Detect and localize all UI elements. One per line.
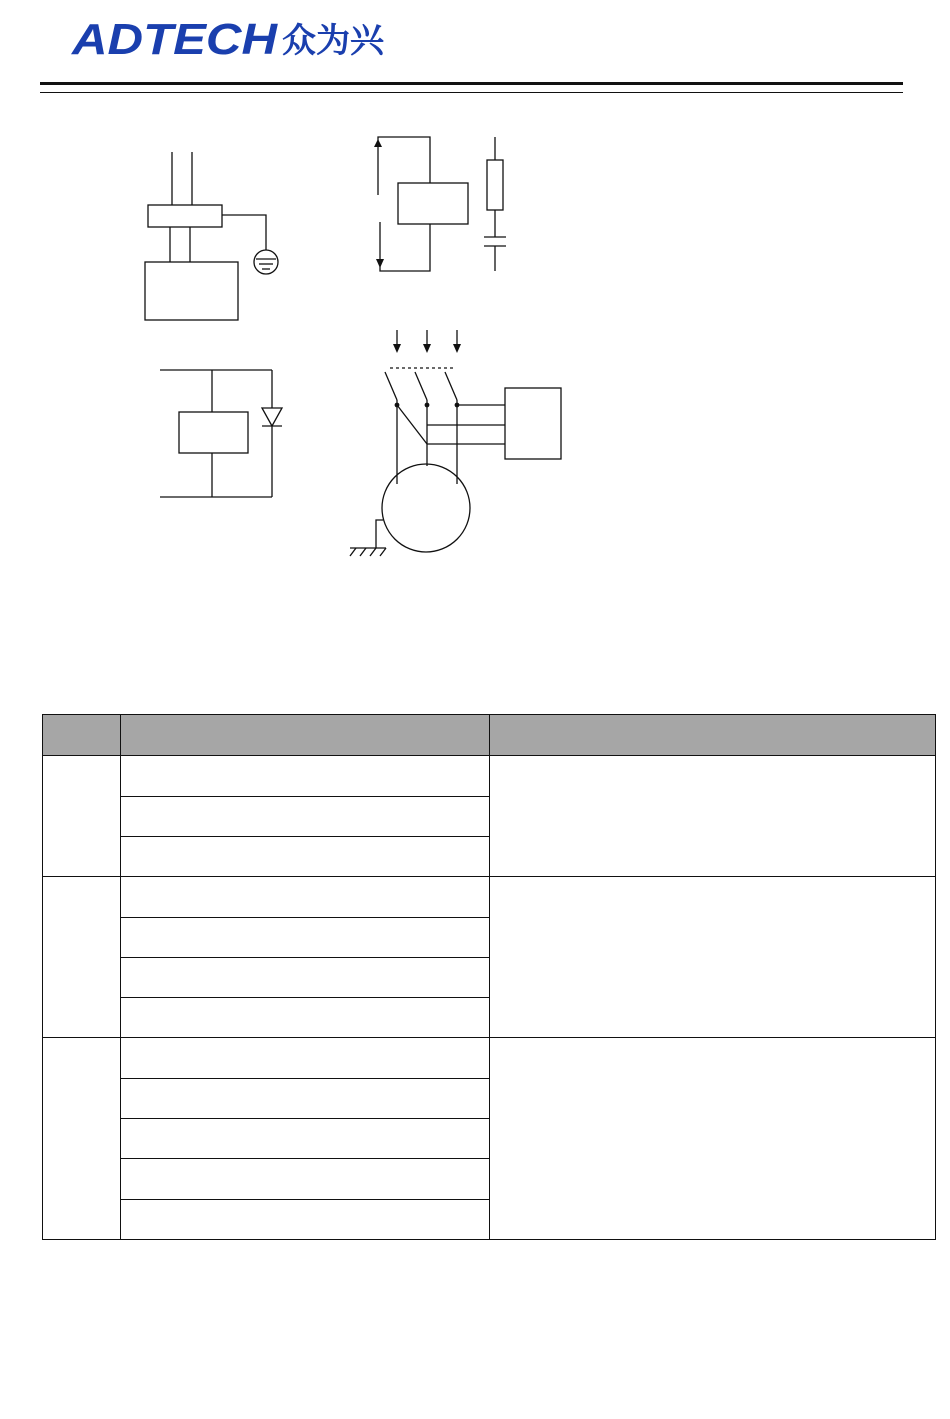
arrow-down-icon [393, 344, 401, 353]
resistor-icon [487, 160, 503, 210]
group-note-cell [490, 756, 936, 877]
table-cell [121, 756, 490, 796]
table-cell [121, 1199, 490, 1239]
table-cell [121, 1078, 490, 1118]
fig-1-6-caption: Fig. 1-6 [188, 517, 233, 532]
header-rule-thin [40, 92, 903, 93]
fig-1-4-line-l: L [159, 188, 167, 202]
wiring-figures [0, 110, 950, 590]
header-rule-thick [40, 82, 903, 85]
motor-ground-wire [376, 520, 383, 535]
fig-1-4-supply-label: AC220V [153, 133, 200, 148]
fig-1-6-top-label: 0V [140, 363, 156, 378]
brand-name-cn: 众为兴 [282, 21, 384, 60]
table-cell [121, 1038, 490, 1078]
fig-1-5-bottom-wire [380, 222, 430, 271]
motor-phase: 3～ [418, 517, 439, 532]
filter-label: Filter [162, 210, 193, 225]
filter-box [148, 205, 222, 227]
spec-table [42, 714, 936, 1240]
fig-1-4-line-n: N [195, 188, 204, 202]
table-cell [121, 917, 490, 957]
group-label-cell [43, 756, 121, 877]
motor-label: M [418, 496, 432, 512]
km-label: KM [347, 359, 368, 374]
group-note-cell [490, 1038, 936, 1240]
ac-coil-box [398, 183, 468, 224]
fig-1-4-ground-wire [222, 215, 266, 250]
switching-psu-box [145, 262, 238, 320]
fig-1-6-bottom-label: +24V [127, 490, 157, 505]
arrow-up-icon [374, 139, 382, 147]
figure-1-4 [145, 133, 278, 346]
table-header-cell [121, 715, 490, 756]
surge-absorber-box [505, 388, 561, 459]
table-cell [121, 998, 490, 1038]
table-header-row [43, 715, 936, 756]
fig-1-7-caption: Fig.1-7 [428, 562, 469, 577]
table-row [43, 1038, 936, 1078]
table-cell [121, 1118, 490, 1158]
fig-1-4-caption: 图 1-4 [172, 331, 216, 346]
table-cell [121, 1159, 490, 1199]
table-header-cell [490, 715, 936, 756]
surge-absorber-line-2: absorber [518, 396, 533, 445]
group-label-cell [43, 1038, 121, 1240]
arrow-down-icon [376, 259, 384, 268]
figure-1-7 [347, 330, 561, 577]
table-cell [121, 796, 490, 836]
table-row [43, 877, 936, 917]
group-note-cell [490, 877, 936, 1038]
table-cell [121, 877, 490, 917]
psu-l: L [158, 267, 166, 281]
psu-n: N [192, 267, 201, 281]
fig-1-5-caption: 图 1-5 [416, 293, 450, 308]
group-label-cell [43, 877, 121, 1038]
brand-name: ADTECH [70, 15, 279, 60]
dc-coil-box [179, 412, 248, 453]
table-header-cell [43, 715, 121, 756]
motor-icon [382, 464, 470, 552]
arrow-down-icon [423, 344, 431, 353]
figure-1-6 [127, 363, 282, 532]
table-cell [121, 836, 490, 876]
arrow-down-icon [453, 344, 461, 353]
table-cell [121, 957, 490, 997]
fig-1-5-top-wire [378, 137, 430, 195]
surge-absorber-line-1: Surge [537, 404, 552, 437]
adtech-logo [70, 14, 410, 60]
ground-symbol-icon [254, 250, 278, 274]
figure-1-5 [326, 137, 506, 308]
table-row [43, 756, 936, 796]
psu-line-2: power supply [148, 303, 224, 318]
fig-1-5-supply-label: AC220V [326, 202, 373, 217]
diode-icon [262, 408, 282, 426]
psu-line-1: Switching [156, 285, 217, 301]
